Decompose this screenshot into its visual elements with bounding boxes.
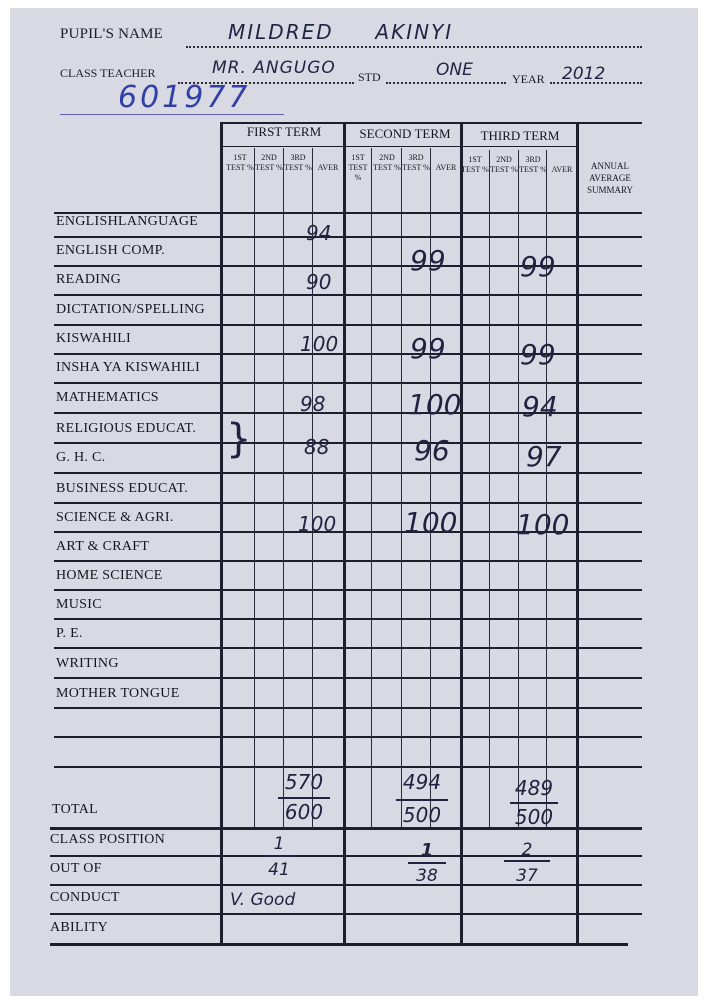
position-row-line	[50, 855, 642, 857]
row-line	[54, 707, 642, 709]
mark-third-ghc: 97	[526, 440, 562, 473]
t2-col1: 1ST TEST %	[348, 153, 368, 182]
class-teacher-label: CLASS TEACHER	[60, 66, 156, 80]
mark-third-kiswahili: 99	[520, 338, 556, 371]
total-first-max: 600	[284, 800, 324, 824]
conduct-value: V. Good	[230, 890, 296, 910]
mark-first-science: 100	[298, 512, 337, 536]
year-value: 2012	[562, 64, 606, 84]
mark-first-reading: 90	[306, 270, 332, 294]
row-line	[54, 589, 642, 591]
subject-label: HOME SCIENCE	[56, 568, 163, 583]
t3-col2: 2ND TEST %	[490, 155, 518, 174]
position-second: 1	[420, 840, 434, 861]
t3-col1: 1ST TEST %	[461, 155, 489, 174]
t2-col2: 2ND TEST %	[373, 153, 401, 172]
total-second-max: 500	[402, 803, 442, 827]
mark-first-english: 94	[306, 221, 332, 245]
subject-label: SCIENCE & AGRI.	[56, 510, 174, 525]
mark-second-maths: 100	[408, 388, 462, 421]
subject-label: ENGLISH COMP.	[56, 243, 165, 258]
col-line	[371, 148, 372, 828]
year-label: YEAR	[512, 72, 545, 86]
row-line	[54, 382, 642, 384]
col-line	[312, 148, 313, 828]
mark-first-kiswahili: 100	[300, 332, 339, 356]
total-second-fraction-bar	[396, 799, 448, 801]
total-second-score: 494	[402, 770, 442, 794]
subject-column-border	[220, 122, 223, 944]
t3-col4: AVER	[551, 165, 573, 174]
out-of-third: 37	[516, 866, 538, 886]
term-1-border	[343, 122, 346, 944]
mark-first-ghc: 88	[304, 435, 330, 459]
pupil-name-dotline	[186, 46, 642, 48]
t1-col4: AVER	[317, 163, 339, 172]
annual-average-header: ANNUAL AVERAGE SUMMARY	[586, 161, 633, 195]
row-line	[54, 766, 642, 768]
std-label: STD	[358, 70, 381, 84]
ability-label: ABILITY	[50, 920, 109, 935]
row-line	[54, 294, 642, 296]
total-label: TOTAL	[52, 802, 99, 817]
subject-label: DICTATION/SPELLING	[56, 302, 205, 317]
col-line	[254, 148, 255, 828]
subject-label: BUSINESS EDUCAT.	[56, 481, 189, 496]
t2-col3: 3RD TEST %	[402, 153, 430, 172]
row-line	[54, 560, 642, 562]
subject-label: P. E.	[56, 626, 83, 641]
subject-label: G. H. C.	[56, 450, 106, 465]
term-1-header: FIRST TERM	[246, 124, 322, 139]
total-third-max: 500	[514, 805, 554, 829]
col-line	[518, 150, 519, 828]
subject-label: INSHA YA KISWAHILI	[56, 360, 201, 375]
class-teacher-value: MR. ANGUGO	[212, 58, 336, 78]
mark-second-english-comp: 99	[410, 244, 446, 277]
pupil-name-label: PUPIL'S NAME	[60, 26, 164, 42]
out-of-label: OUT OF	[50, 861, 102, 876]
mark-third-maths: 94	[522, 390, 558, 423]
position-second-bar	[408, 862, 446, 864]
row-line	[54, 647, 642, 649]
pupil-name-value: MILDRED AKINYI	[228, 20, 454, 44]
row-line	[54, 502, 642, 504]
position-first-bar	[264, 855, 294, 857]
term-2-header: SECOND TERM	[359, 126, 451, 141]
subject-label: MUSIC	[56, 597, 102, 612]
term-3-header: THIRD TERM	[480, 128, 560, 143]
subject-label: WRITING	[56, 656, 119, 671]
subject-label: READING	[56, 272, 122, 287]
row-line	[54, 618, 642, 620]
term-2-border	[460, 122, 463, 944]
annual-border	[576, 122, 579, 944]
std-value: ONE	[436, 60, 473, 80]
subject-label: KISWAHILI	[56, 331, 132, 346]
row-line	[54, 677, 642, 679]
t2-col4: AVER	[435, 163, 457, 172]
out-of-second: 38	[416, 866, 438, 886]
subject-label: MOTHER TONGUE	[56, 686, 180, 701]
outof-row-line	[50, 884, 642, 886]
mark-second-kiswahili: 99	[410, 332, 446, 365]
position-first: 1	[273, 834, 285, 854]
col-line	[283, 148, 284, 828]
subject-label: ART & CRAFT	[56, 539, 150, 554]
t1-col1: 1ST TEST %	[226, 153, 254, 172]
mark-second-science: 100	[404, 506, 458, 539]
subject-label: MATHEMATICS	[56, 390, 159, 405]
mark-third-science: 100	[516, 508, 570, 541]
table-bottom-border	[50, 943, 628, 946]
position-third: 2	[521, 840, 533, 860]
conduct-label: CONDUCT	[50, 890, 120, 905]
total-first-fraction-bar	[278, 797, 330, 799]
mark-third-english-comp: 99	[520, 250, 556, 283]
subject-label: ENGLISHLANGUAGE	[56, 214, 199, 229]
total-third-score: 489	[514, 776, 554, 800]
t1-col3: 3RD TEST %	[284, 153, 312, 172]
total-first-score: 570	[284, 770, 324, 794]
col-line	[489, 150, 490, 828]
admission-underline	[60, 114, 284, 115]
row-line	[54, 324, 642, 326]
conduct-row-line	[50, 913, 642, 915]
col-line	[401, 148, 402, 828]
subject-label: RELIGIOUS EDUCAT.	[56, 421, 197, 436]
brace-mark: }	[226, 416, 252, 462]
term-divider-line	[220, 146, 578, 147]
total-third-fraction-bar	[510, 802, 558, 804]
admission-number: 601977	[118, 80, 251, 115]
std-dotline	[386, 82, 506, 84]
mark-second-ghc: 96	[414, 434, 450, 467]
position-third-bar	[504, 860, 550, 862]
row-line	[54, 236, 642, 238]
t3-col3: 3RD TEST %	[519, 155, 547, 174]
t1-col2: 2ND TEST %	[255, 153, 283, 172]
out-of-first: 41	[268, 860, 290, 880]
class-position-label: CLASS POSITION	[50, 832, 166, 847]
mark-first-maths: 98	[300, 392, 326, 416]
row-line	[54, 736, 642, 738]
